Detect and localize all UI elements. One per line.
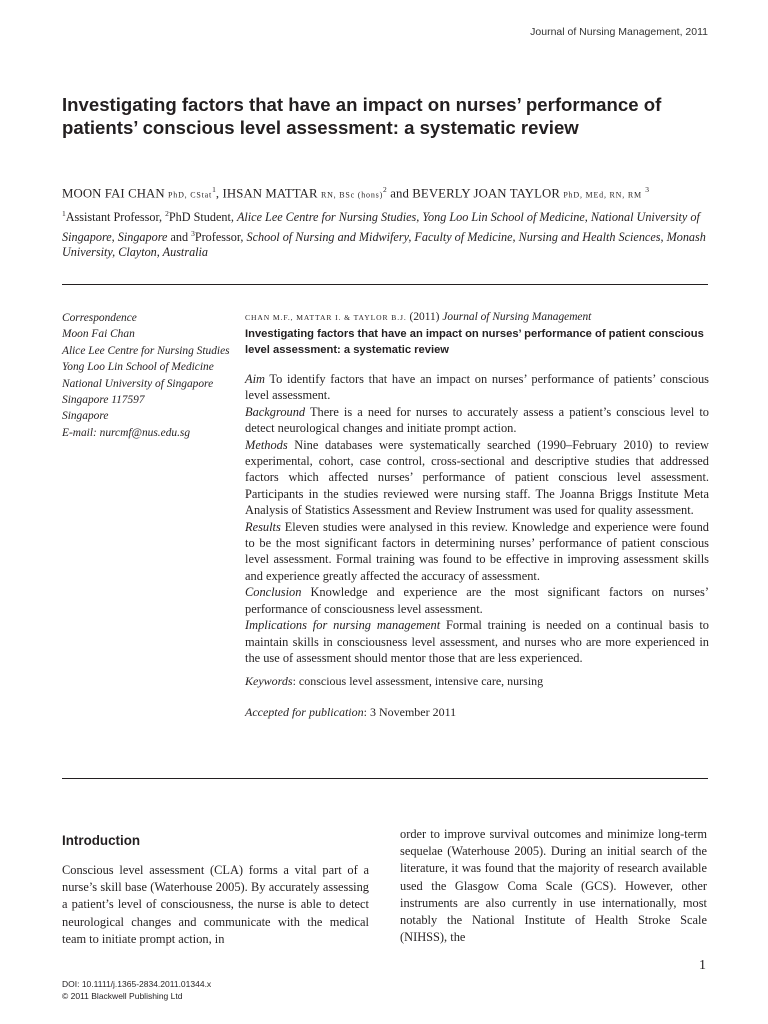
section-label: Implications for nursing management <box>245 618 441 633</box>
section-text: Formal training is needed on a continual basis to maintain skills in consciousness level assessment, and nurses who are more experienced in the use of assessment should mentor those that are less experienced. <box>245 618 709 665</box>
affiliation-institution: Alice Lee Centre for Nursing Studies, Yong Loo Lin School of Medicine, National University of Singapore, Singapore <box>62 210 700 244</box>
correspondence-block <box>62 310 247 441</box>
citation-year: (2011) <box>406 311 443 323</box>
affiliation-mark: 1 <box>62 209 66 218</box>
affiliation-mark: 3 <box>191 228 195 238</box>
abstract-conclusion <box>245 584 709 617</box>
affiliations <box>62 206 712 261</box>
bottom-rule <box>62 778 708 779</box>
accepted-label: Accepted for publication <box>245 705 364 720</box>
affiliation-role: Professor, <box>194 229 247 244</box>
affiliation-role: PhD Student, <box>168 210 237 225</box>
correspondence-line: Alice Lee Centre for Nursing Studies <box>62 344 230 357</box>
author-conjunction: and <box>386 186 413 201</box>
affiliation-mark: 2 <box>165 209 169 218</box>
abstract-block <box>245 309 709 720</box>
abstract-results <box>245 519 709 585</box>
affiliation-institution: School of Nursing and Midwifery, Faculty of Medicine, Nursing and Health Sciences, Monash University, Clayton, Australia <box>62 229 706 260</box>
paper-title: Investigating factors that have an impact on nurses’ performance of patients’ conscious level assessment: a systematic review <box>62 94 662 138</box>
accepted-date <box>245 705 709 720</box>
section-heading-introduction: Introduction <box>62 833 141 848</box>
section-text: Eleven studies were analysed in this review. Knowledge and experience were found to be the most significant factors in determining nurses’ performance of patient conscious level assessment. Formal training was found to be effective in improving assessment skills and experience greatly affected the accuracy of assessment. <box>245 519 709 583</box>
section-label: Methods <box>245 437 288 452</box>
author-affiliation-mark: 3 <box>645 185 650 194</box>
author-credentials: RN, BSc (hons) <box>320 190 384 200</box>
section-label: Background <box>245 404 306 419</box>
section-text: To identify factors that have an impact on nurses’ performance of patients’ conscious level assessment. <box>245 372 709 403</box>
affiliation-role: Assistant Professor, <box>65 210 166 225</box>
keywords-list: : conscious level assessment, intensive care, nursing <box>292 674 544 689</box>
section-label: Aim <box>245 372 265 386</box>
section-text: Nine databases were systematically searched (1990–February 2010) to review experimental, cohort, case control, cross-sectional and descriptive studies that addressed factors which affected nurses’ performance of patient conscious level assessment. Participants in the studies reviewed were nursing staff. The Joanna Briggs Institute Meta Analysis of Statistics Assessment and Review Instrument was used for quality assessment. <box>245 437 709 518</box>
author-affiliation-mark: 2 <box>383 185 387 194</box>
section-label: Results <box>245 519 281 534</box>
accepted-value: : 3 November 2011 <box>363 705 457 720</box>
author-separator: , <box>215 186 223 201</box>
doi-link[interactable]: DOI: 10.1111/j.1365-2834.2011.01344.x <box>62 979 212 989</box>
keywords-label: Keywords <box>245 674 293 689</box>
author-credentials: PhD, MEd, RN, RM <box>563 190 642 200</box>
abstract-background <box>245 404 709 437</box>
abstract-implications <box>245 617 709 666</box>
affiliation-conjunction: and <box>167 229 192 244</box>
abstract-aim <box>245 371 709 404</box>
correspondence-heading: Correspondence <box>62 312 137 324</box>
abstract-methods <box>245 437 709 519</box>
author-name: BEVERLY JOAN TAYLOR <box>412 186 560 201</box>
correspondence-line: Yong Loo Lin School of Medicine <box>62 361 214 374</box>
body-column-right: order to improve survival outcomes and minimize long-term sequelae (Waterhouse 2005). During an initial search of the literature, it was found that the majority of research available used the Glasgow Coma Scale (GCS). However, other instruments are also currently in use internationally, most notably the National Institute of Health Stroke Scale (NIHSS), the <box>400 827 707 945</box>
author-line <box>62 185 722 201</box>
correspondence-line: National University of Singapore <box>62 377 214 390</box>
section-text: Knowledge and experience are the most significant factors on nurses’ performance of consciousness level assessment. <box>245 585 709 616</box>
author-name: MOON FAI CHAN <box>62 186 165 201</box>
keywords <box>245 674 709 689</box>
author-name: IHSAN MATTAR <box>222 186 318 201</box>
correspondence-line: Singapore <box>62 410 109 423</box>
section-text: There is a need for nurses to accurately assess a patient’s conscious level to detect neurological changes and initiate prompt action. <box>245 404 709 436</box>
correspondence-line: Singapore 117597 <box>62 394 145 407</box>
body-column-left: Conscious level assessment (CLA) forms a vital part of a nurse’s skill base (Waterhouse 2005). By accurately assessing a patient’s level of consciousness, the nurse is able to detect neurological changes and communicate with the medical team to initiate prompt action, in <box>62 863 369 946</box>
author-credentials: PhD, CStat <box>168 190 213 200</box>
section-label: Conclusion <box>245 585 302 600</box>
top-rule <box>62 284 708 285</box>
abstract-title: Investigating factors that have an impact on nurses’ performance of patient conscious level assessment: a systematic review <box>245 328 704 356</box>
page-number: 1 <box>699 958 706 973</box>
footer-block <box>62 978 211 1002</box>
correspondence-line: Moon Fai Chan <box>62 328 135 341</box>
citation-line <box>245 309 709 326</box>
citation-authors: CHAN M.F., MATTAR I. & TAYLOR B.J. <box>245 313 407 322</box>
citation-journal: Journal of Nursing Management <box>442 311 592 323</box>
journal-header: Journal of Nursing Management, 2011 <box>530 26 708 38</box>
author-affiliation-mark: 1 <box>212 185 216 194</box>
copyright-notice: © 2011 Blackwell Publishing Ltd <box>62 991 183 1001</box>
correspondence-email[interactable]: E-mail: nurcmf@nus.edu.sg <box>62 426 191 439</box>
